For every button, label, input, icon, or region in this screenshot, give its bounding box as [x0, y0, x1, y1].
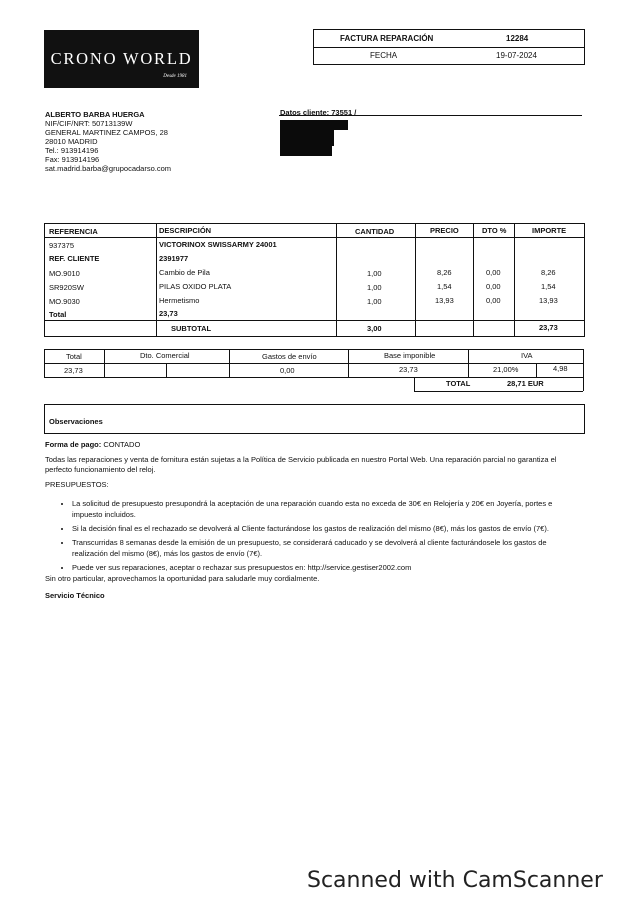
invoice-label: FACTURA REPARACIÓN: [340, 34, 434, 43]
grand-total-value: 28,71 EUR: [507, 379, 544, 388]
col-header-description: DESCRIPCIÓN: [159, 226, 212, 235]
payment-value: CONTADO: [103, 440, 141, 449]
redaction-bar: [280, 130, 334, 146]
subtotal-label: SUBTOTAL: [171, 324, 212, 333]
row-qty: 1,00: [367, 269, 382, 278]
invoice-number: 12284: [506, 34, 529, 43]
sender-tel: Tel.: 913914196: [45, 146, 99, 155]
sender-fax: Fax: 913914196: [45, 155, 100, 164]
row-ref: MO.9030: [49, 297, 80, 306]
list-item: • Transcurridas 8 semanas desde la emisión de un presupuesto, se considerará caducado y se devolverá al cliente facturándosele los gastos de realización del mismo (8€), más los gastos de envío (7€).: [72, 537, 584, 559]
row-ref: MO.9010: [49, 269, 80, 278]
list-item: • Si la decisión final es el rechazado se devolverá al Cliente facturándose los gastos de realización del mismo (8€), más los gastos de envío (7€).: [72, 523, 584, 534]
observations-label: Observaciones: [49, 417, 103, 426]
budgets-list: [64, 498, 584, 576]
sender-address: GENERAL MARTINEZ CAMPOS, 28: [45, 128, 168, 137]
payment-line: [45, 440, 140, 450]
invoice-header-box: [313, 29, 585, 65]
budgets-label: PRESUPUESTOS:: [45, 480, 109, 489]
sender-block: [45, 110, 171, 173]
row-qty: 1,00: [367, 283, 382, 292]
company-logo: [44, 30, 199, 88]
logo-tagline: Desde 1981: [163, 74, 187, 79]
sender-name: ALBERTO BARBA HUERGA: [45, 110, 145, 119]
totals-shipping-value: 0,00: [280, 366, 295, 375]
row-ref: SR920SW: [49, 283, 85, 292]
row-price: 1,54: [437, 282, 452, 291]
totals-base-value: 23,73: [399, 365, 418, 374]
col-header-amount: IMPORTE: [532, 226, 567, 235]
row-desc: Hermetismo: [159, 296, 200, 305]
client-underline: [279, 115, 582, 116]
row-dto: 0,00: [486, 268, 501, 277]
list-item: • Puede ver sus reparaciones, aceptar o rechazar sus presupuestos en: http://service.gestiser2002.com: [72, 562, 584, 573]
total-label: Total: [49, 310, 67, 319]
subtotal-amount: 23,73: [539, 323, 558, 332]
row-dto: 0,00: [486, 282, 501, 291]
total-value: 23,73: [159, 309, 178, 318]
redaction-bar: [280, 146, 332, 156]
totals-header-base: Base imponible: [384, 351, 436, 360]
totals-header-shipping: Gastos de envío: [262, 352, 317, 361]
row-amount: 1,54: [541, 282, 556, 291]
col-header-reference: REFERENCIA: [49, 227, 98, 236]
observations-box: [44, 404, 585, 434]
logo-name: CRONO WORLD: [50, 49, 193, 68]
closing-text: Sin otro particular, aprovechamos la oportunidad para saludarle muy cordialmente.: [45, 574, 320, 583]
date-value: 19-07-2024: [496, 51, 537, 60]
sender-nif: NIF/CIF/NRT: 50713139W: [45, 119, 133, 128]
ref-client-label: REF. CLIENTE: [49, 254, 100, 263]
date-label: FECHA: [370, 51, 398, 60]
totals-header-total: Total: [66, 352, 82, 361]
col-header-price: PRECIO: [430, 226, 459, 235]
signature: Servicio Técnico: [45, 591, 105, 600]
sender-email: sat.madrid.barba@grupocadarso.com: [45, 164, 172, 173]
scanner-watermark: Scanned with CamScanner: [307, 868, 603, 893]
reference-value: 937375: [49, 241, 75, 250]
totals-table: [44, 349, 583, 391]
row-desc: PILAS OXIDO PLATA: [159, 282, 232, 291]
grand-total-label: TOTAL: [446, 379, 471, 388]
list-item: • La solicitud de presupuesto presupondrá la aceptación de una reparación cuando esta no exceda de 30€ en Relojería y 20€ en Joyería, portes e impuesto incluidos.: [72, 498, 584, 520]
items-table: [44, 223, 585, 337]
client-label: Datos cliente: 73551 /: [280, 108, 357, 117]
payment-label: Forma de pago:: [45, 440, 102, 449]
totals-iva-rate: 21,00%: [493, 365, 519, 374]
col-header-quantity: CANTIDAD: [355, 227, 395, 236]
row-desc: Cambio de Pila: [159, 268, 210, 277]
row-price: 13,93: [435, 296, 454, 305]
sender-city: 28010 MADRID: [45, 137, 98, 146]
totals-header-iva: IVA: [521, 351, 533, 360]
col-header-discount: DTO %: [482, 226, 507, 235]
row-amount: 13,93: [539, 296, 558, 305]
row-dto: 0,00: [486, 296, 501, 305]
totals-iva-amount: 4,98: [553, 364, 568, 373]
row-amount: 8,26: [541, 268, 556, 277]
policy-text: Todas las reparaciones y venta de fornitura están sujetas a la Política de Servicio publicada en nuestro Portal Web. Una reparación parcial no garantiza el perfecto funcionamiento del reloj.: [45, 455, 557, 474]
totals-total-value: 23,73: [64, 366, 83, 375]
row-qty: 1,00: [367, 297, 382, 306]
ref-client-value: 2391977: [159, 254, 189, 263]
subtotal-qty: 3,00: [367, 324, 382, 333]
redaction-bar: [280, 120, 348, 130]
row-price: 8,26: [437, 268, 452, 277]
totals-header-discount: Dto. Comercial: [140, 351, 190, 360]
watch-model: VICTORINOX SWISSARMY 24001: [159, 240, 277, 249]
